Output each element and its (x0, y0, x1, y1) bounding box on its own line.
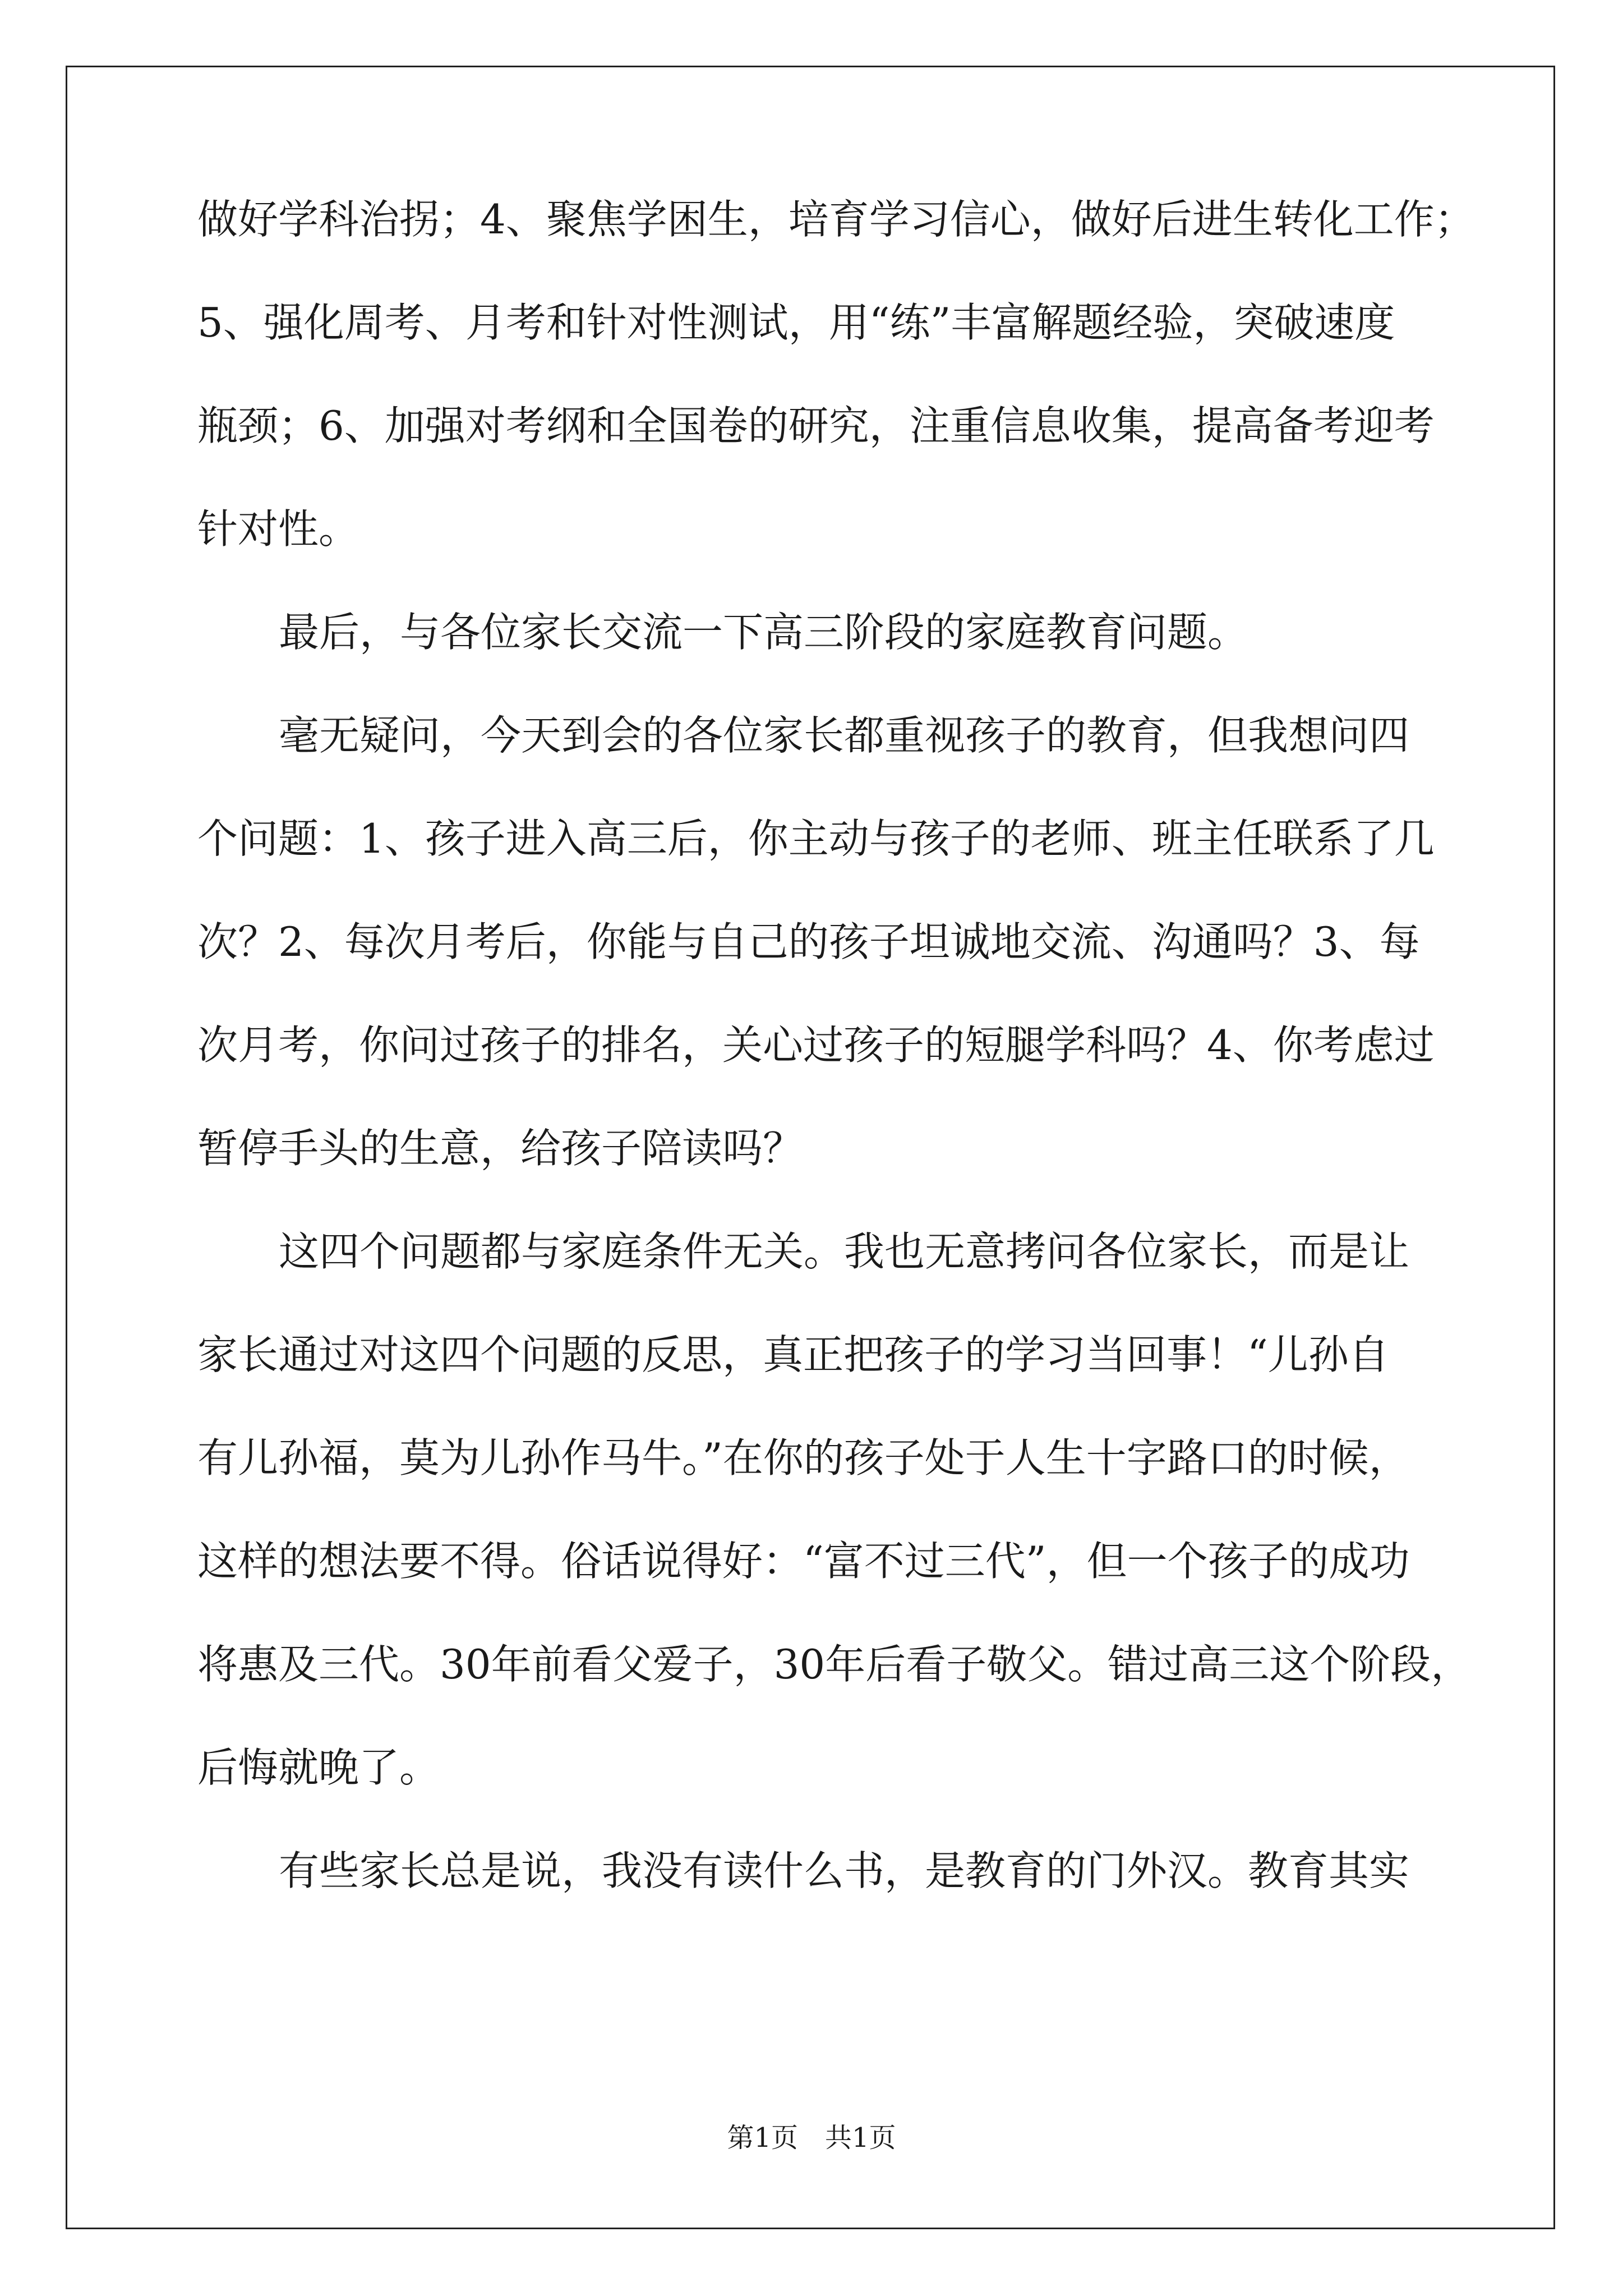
text-line: 暂停手头的生意，给孩子陪读吗？ (197, 1125, 804, 1172)
text-line: 5、强化周考、月考和针对性测试，用“练”丰富解题经验，突破速度 (197, 299, 1395, 346)
paragraph-line: 有些家长总是说，我没有读什么书，是教育的门外汉。教育其实 (279, 1847, 1410, 1894)
text-line: 个问题：1、孩子进入高三后，你主动与孩子的老师、班主任联系了几 (197, 815, 1435, 862)
paragraph-line: 最后，与各位家长交流一下高三阶段的家庭教育问题。 (279, 609, 1248, 656)
text-line: 针对性。 (197, 505, 359, 553)
paragraph-line: 这四个问题都与家庭条件无关。我也无意拷问各位家长，而是让 (279, 1228, 1410, 1275)
page-footer: 第1页 共1页 (727, 2122, 896, 2154)
text-line: 这样的想法要不得。俗话说得好：“富不过三代”，但一个孩子的成功 (197, 1538, 1410, 1585)
text-line: 次？2、每次月考后，你能与自己的孩子坦诚地交流、沟通吗？3、每 (197, 918, 1420, 965)
text-line: 家长通过对这四个问题的反思，真正把孩子的学习当回事！“儿孙自 (197, 1331, 1389, 1378)
document-body (197, 196, 1475, 1954)
text-line: 将惠及三代。30年前看父爱子，30年后看子敬父。错过高三这个阶段， (197, 1641, 1472, 1688)
paragraph-line: 毫无疑问，今天到会的各位家长都重视孩子的教育，但我想问四 (279, 712, 1410, 759)
text-line: 后悔就晚了。 (197, 1744, 440, 1791)
text-line: 次月考，你问过孩子的排名，关心过孩子的短腿学科吗？4、你考虑过 (197, 1022, 1435, 1069)
text-line: 做好学科治拐；4、聚焦学困生，培育学习信心，做好后进生转化工作； (197, 196, 1475, 243)
text-line: 瓶颈；6、加强对考纲和全国卷的研究，注重信息收集，提高备考迎考 (197, 402, 1435, 449)
text-line: 有儿孙福，莫为儿孙作马牛。”在你的孩子处于人生十字路口的时候， (197, 1434, 1409, 1481)
